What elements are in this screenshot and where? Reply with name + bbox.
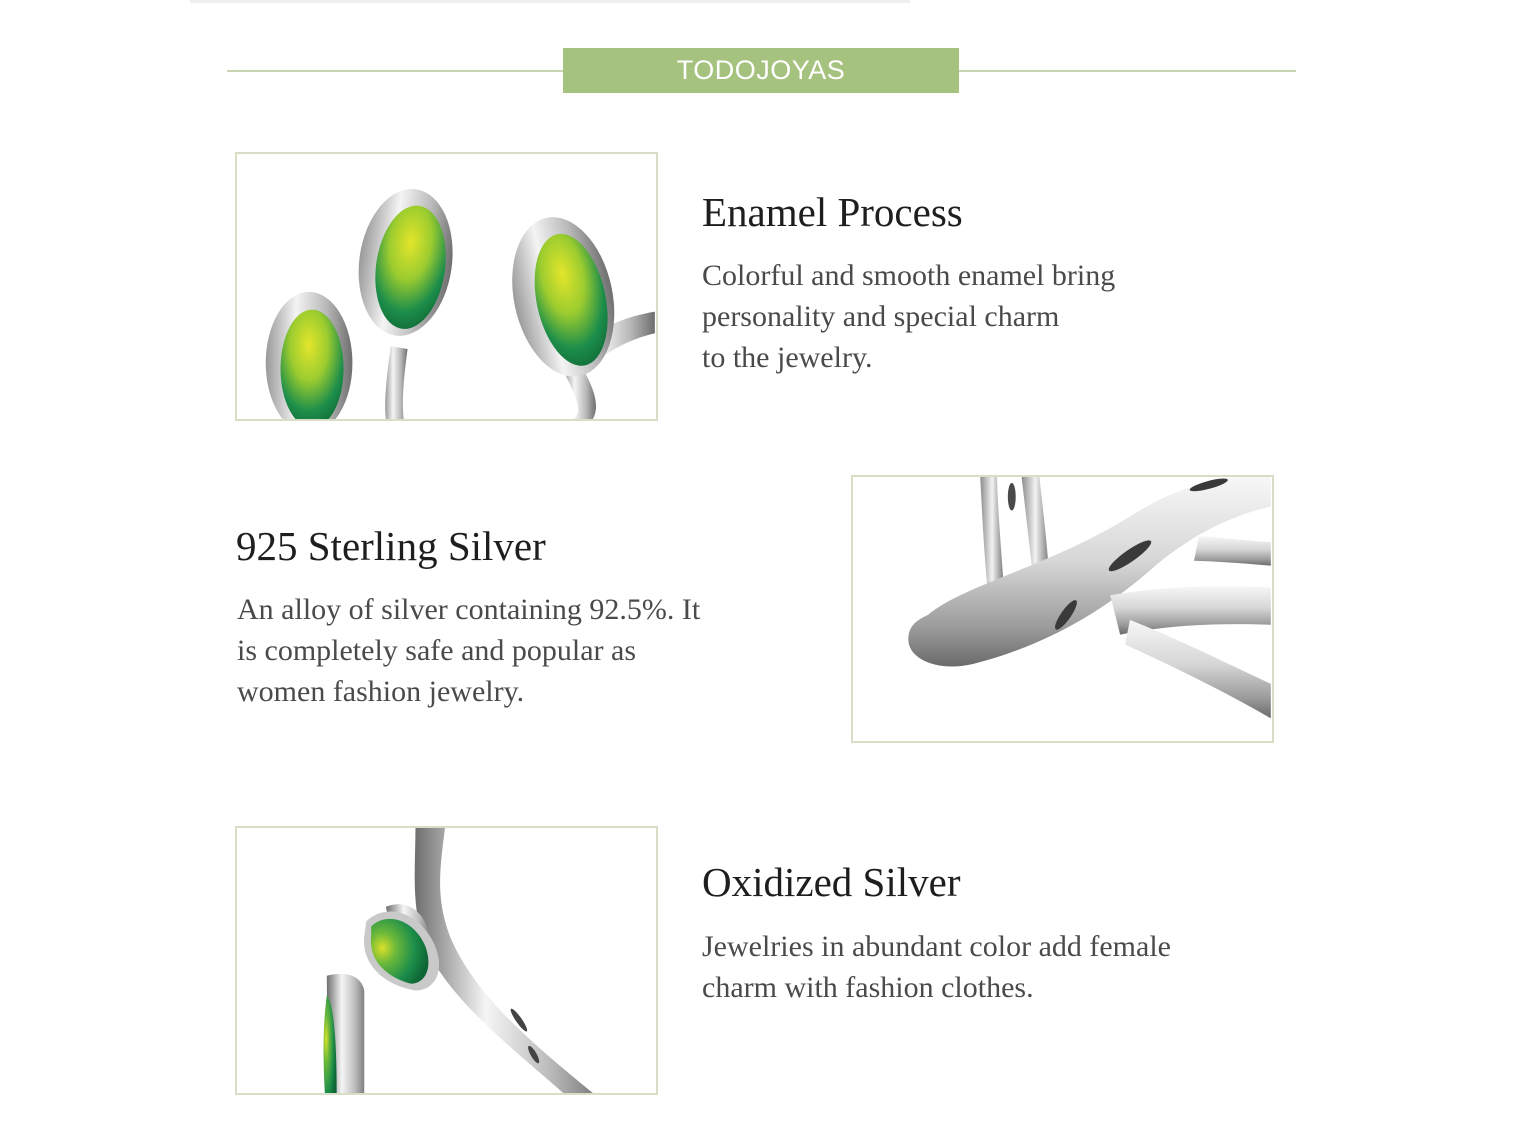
desc-line: An alloy of silver containing 92.5%. It [237, 593, 701, 626]
desc-line: to the jewelry. [702, 341, 873, 374]
feature-title-silver: 925 Sterling Silver [236, 523, 546, 569]
desc-line: is completely safe and popular as [237, 634, 637, 667]
desc-line: Jewelries in abundant color add female [702, 930, 1171, 963]
silver-photo [851, 475, 1274, 743]
header-line-left [227, 70, 563, 72]
header-line-right [959, 70, 1296, 72]
desc-line: Colorful and smooth enamel bring [702, 259, 1116, 292]
feature-title-oxidized: Oxidized Silver [702, 859, 961, 905]
desc-line: women fashion jewelry. [237, 675, 525, 708]
feature-desc-silver [237, 589, 700, 712]
feature-title-enamel: Enamel Process [702, 189, 963, 235]
feature-desc-enamel [702, 255, 1115, 378]
oxidized-photo [235, 826, 658, 1095]
feature-desc-oxidized [702, 926, 1171, 1008]
desc-line: charm with fashion clothes. [702, 971, 1034, 1004]
enamel-photo [235, 152, 658, 421]
brand-label: TODOJOYAS [676, 55, 846, 85]
brand-banner [563, 48, 959, 93]
desc-line: personality and special charm [702, 300, 1060, 333]
top-divider [190, 0, 910, 3]
